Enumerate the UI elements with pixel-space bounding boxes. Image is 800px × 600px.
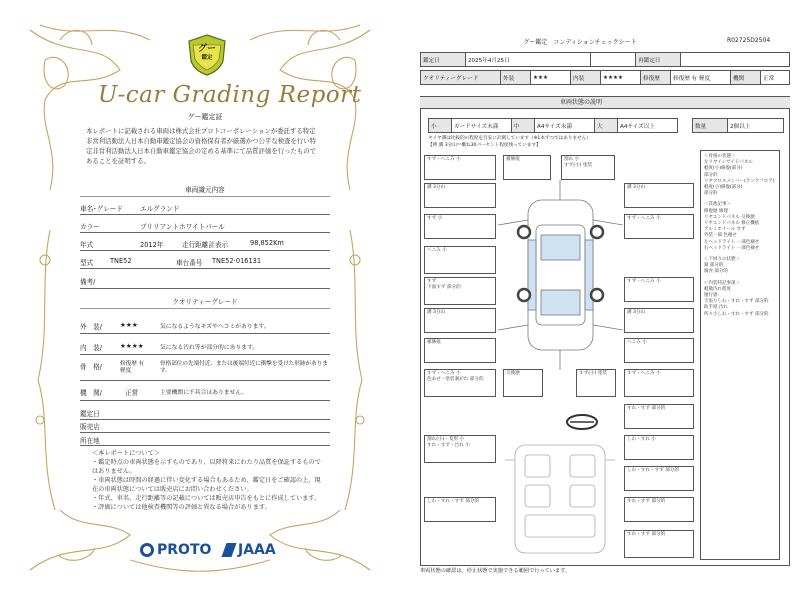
note-item: ・年式、車名、走行距離等の記載については販売店申告をもとに作成しています。 (92, 495, 321, 502)
car-top-view-diagram (498, 180, 623, 370)
damage-box: すず・へこみ 小 (424, 155, 496, 180)
quality-label: 骨 格/ (80, 363, 103, 371)
damage-box: 溝 3分山 (424, 308, 496, 333)
legend-line: 助手席 汚れ (704, 305, 728, 311)
condition-legend (700, 150, 780, 560)
reappraisal-date-label: 再鑑定日 (636, 53, 681, 67)
remarks-label: 備考/ (80, 278, 96, 286)
size-label: 中 (512, 119, 535, 133)
mileage-value: 98,852Km (250, 239, 284, 247)
vehicle-model-row (80, 257, 330, 267)
year-value: 2012年 (140, 241, 164, 249)
legend-line: 右ヘッドライト 一部色褪せ (704, 245, 760, 251)
location-label: 所在地 (80, 437, 100, 445)
quality-row-frame (80, 361, 330, 374)
damage-box: 補修痕 (503, 155, 551, 180)
legend-line: ＜内装特記事項＞ (704, 280, 740, 286)
legend-line: 軽度(小)修復(部分) (704, 166, 743, 172)
vehicle-section-header: 車両識元内容 (185, 186, 225, 194)
legend-line: 部分的 (704, 172, 718, 178)
legend-line: 軽度(小)修復(部分) (704, 185, 743, 191)
chassis-label: 車台番号 (176, 259, 203, 267)
engine-label: 機関 (731, 71, 761, 85)
car-interior-diagram (505, 440, 615, 558)
legend-line: 左ヘッドライト 一部色褪せ (704, 239, 760, 245)
quality-stars: 修復歴 有 軽度 (120, 361, 145, 374)
damage-box: しわ・すれ 小 (624, 435, 694, 460)
jaaa-logo: JAAA (238, 542, 276, 558)
legend-line: 部分的 (704, 191, 718, 197)
legend-line: 外装一部 色褪せ (704, 233, 737, 239)
legend-line: 所々小しわ・すれ・すず 部分的 (704, 311, 769, 317)
damage-box: すれ・すず 部分的 (624, 404, 694, 429)
exterior-label: 外装 (501, 71, 531, 85)
report-subtitle: グー鑑定証 (187, 113, 223, 121)
legend-line: リヤエンドパネル 修正機痕 (704, 221, 760, 227)
color-label: カラー (80, 223, 100, 231)
quality-desc: 骨格部位の先端付近、または後端付近に衝撃を受けた形跡があります。 (160, 361, 328, 374)
exterior-value: ★★★ (531, 71, 571, 85)
vehicle-name-label: 車名･グレード (80, 205, 123, 213)
damage-box: しわ・すれ・すず 部分的 (624, 466, 694, 491)
sheet-footer-note: 車両状態の確認は、停止状態で実施できる範囲で行っています。 (420, 568, 571, 574)
quality-stars: ★★★★ (120, 342, 144, 350)
document-number: R02725D2504 (727, 37, 771, 44)
appraisal-date-value: 2025年4月25日 (466, 53, 591, 67)
quality-stars: 正常 (125, 389, 139, 397)
damage-box: へこみ 小 (424, 246, 496, 274)
reappraisal-date-value (681, 53, 790, 67)
damage-box: 溝 3分山 (624, 308, 694, 333)
damage-box: 溝 3分山 (624, 183, 694, 208)
quality-row-interior (80, 342, 330, 352)
tire-note: タイヤ溝は比較的の程度を目安に計測しています（※1本ずつではありません） (428, 136, 591, 141)
size-label: 大 (595, 119, 618, 133)
size-desc: A4サイズ以上 (618, 119, 678, 133)
legend-line: ＜其他記事＞ (704, 202, 731, 208)
damage-box: すれ・すず 部分的 (624, 530, 694, 558)
vehicle-name-row (80, 203, 330, 213)
damage-box: へこみ 小 (624, 338, 694, 363)
legend-line: アルミホイール すず (704, 227, 746, 233)
legend-line: 運行感 (704, 293, 718, 299)
notes-title: ＜本レポートについて＞ (92, 450, 160, 457)
badge-text-bottom: 鑑定 (201, 55, 213, 61)
quality-stars: ★★★ (120, 321, 138, 329)
note-item: ・評価については他検査機関等の評価と異なる場合があります。 (92, 504, 271, 511)
quality-grade-label: クオリティーグレード (421, 71, 501, 85)
legend-line: 軽微汚れ程度 (704, 286, 731, 292)
quality-row-engine (80, 387, 330, 397)
quality-label: 機 関/ (80, 389, 103, 397)
appraisal-date-table (420, 52, 790, 67)
report-notes (92, 449, 324, 512)
damage-box: すず・へこみ 小 (624, 214, 694, 239)
size-desc: カードサイズ未満 (452, 119, 512, 133)
quality-desc: 気になる汚れ等が部分的にあります。 (160, 345, 259, 351)
legend-line: ＜下回りの状態＞ (704, 257, 740, 263)
damage-box: 補修痕 (424, 338, 496, 363)
vehicle-year-row (80, 239, 330, 249)
legend-line: 錆 部分的 (704, 263, 724, 269)
size-label: 小 (429, 119, 452, 133)
mileage-label: 走行距離計表示 (182, 241, 229, 249)
quality-label: 内 装/ (80, 344, 103, 352)
damage-box: すず・へこみ 小 (624, 277, 694, 302)
damage-box: すれ・すず 部分的 (624, 497, 694, 522)
quantity-label: 数量 (693, 119, 728, 133)
interior-value: ★★★★ (601, 71, 641, 85)
appraisal-date-label: 鑑定日 (80, 410, 100, 418)
legend-line: 修復歴 修理 (704, 208, 728, 214)
frame-value: 修復歴 有 軽度 (671, 71, 731, 85)
model-label: 型式 (80, 259, 94, 267)
damage-box: すず(小) 塗装 (576, 369, 616, 397)
quality-label: 外 装/ (80, 323, 103, 331)
legend-line: 天張りしわ・すれ・すず 部分的 (704, 299, 769, 305)
note-item: ・車両状態は時間の経過に伴い変化する場合もあるため、鑑定日をご確認の上、現在の車両状態については販売店にお問い合わせください。 (92, 477, 321, 493)
damage-box: すず 小 (424, 214, 496, 239)
damage-box: 交換歴 (503, 369, 543, 397)
quality-section-header: クオリティーグレード (172, 298, 238, 306)
legend-line: リヤエンドパネル 交換歴 (704, 214, 755, 220)
legend-line: 腐食 部分的 (704, 269, 728, 275)
legend-line: リヤクロスメンバー(ランクフロア) (704, 178, 775, 184)
legend-line: ＜骨格の状態＞ (704, 154, 736, 159)
damage-box: 割れ(小)・変形 小 すれ・すず・汚れ 小 (424, 435, 496, 463)
report-title: U-car Grading Report (98, 82, 362, 108)
quantity-desc: 2個以上 (728, 119, 784, 133)
sheet-title: グー鑑定 コンディションチェックシート (523, 39, 637, 46)
damage-size-legend (428, 118, 784, 133)
damage-box: すず・へこみ 小 (624, 369, 694, 397)
quality-desc: 主要機関に不具合はありません。 (160, 390, 248, 396)
jaaa-logo-icon (221, 543, 236, 557)
proto-logo-icon (140, 543, 154, 557)
damage-box: 溝 3分山 (424, 183, 496, 208)
legend-line: 左リヤインサイドパネル (704, 160, 753, 166)
damage-box: すず・へこみ 小 色あせ・塗装剥がれ 部分的 (424, 369, 496, 397)
chassis-value: TNE52-016131 (212, 257, 262, 265)
vehicle-color-row (80, 221, 330, 231)
frame-label: 修復歴 (641, 71, 671, 85)
year-label: 年式 (80, 241, 94, 249)
damage-box: しわ・すれ・すず 部分的 (424, 497, 496, 522)
certification-text: 本レポートに記載される車両は株式会社プロトコーポレーションが委託する特定非営利活動法人日本自動車鑑定協会の資格保有者が厳選かつ公平な検査を行い特定非営利活動法人日本自動車鑑定協会の定める基準にて品質評価を行ったものであることを証明する。 (86, 127, 317, 165)
grade-table (420, 70, 790, 85)
color-value: ブリリアントホワイトパール (140, 223, 225, 231)
steering-wheel-icon (565, 413, 599, 431)
damage-box: すず 下面すず 部分的 (424, 277, 496, 305)
badge-text-top: グー (197, 44, 216, 54)
condition-section-header: 車両状態の説明 (420, 97, 790, 109)
quality-row-exterior (80, 321, 330, 331)
tire-note-example: 【例 溝 3分山＝概ね30パーセント程度残っています】 (428, 143, 541, 148)
size-desc: A4サイズ未満 (535, 119, 595, 133)
logos (140, 540, 340, 562)
model-value: TNE52 (110, 257, 132, 265)
note-item: ・鑑定時点の車両状態を示すものであり、以降将来にわたり品質を保証するものではありません。 (92, 459, 321, 475)
interior-label: 内装 (571, 71, 601, 85)
proto-logo: PROTO (157, 542, 212, 558)
quality-desc: 気になるようなキズやヘコミがあります。 (160, 324, 270, 330)
vehicle-name-value: エルグランド (140, 205, 180, 213)
dealer-label: 販売店 (80, 423, 100, 431)
appraisal-date-label: 鑑定日 (421, 53, 466, 67)
damage-box: 割れ 小 すず(小) 塗装 (561, 155, 615, 180)
engine-value: 正常 (761, 71, 790, 85)
